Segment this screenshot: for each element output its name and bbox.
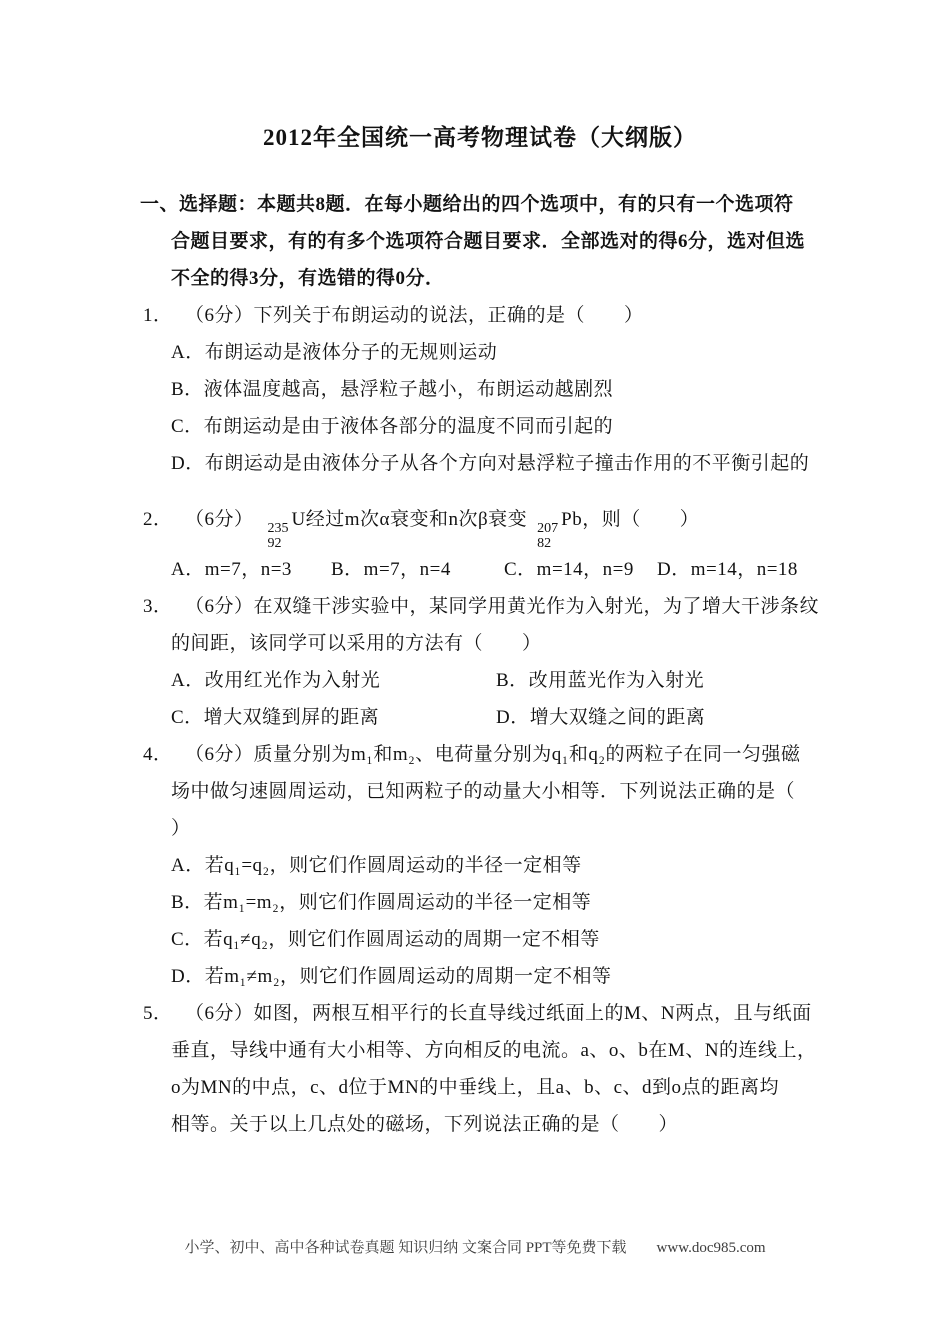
question-stem-text: （6分）下列关于布朗运动的说法，正确的是（ ） xyxy=(185,305,644,326)
page-footer xyxy=(0,1236,950,1257)
question-number: 4． xyxy=(143,744,173,765)
section-heading-line: 一、选择题：本题共8题．在每小题给出的四个选项中，有的只有一个选项符 xyxy=(140,194,794,215)
question-stem-text: ，则（ ） xyxy=(582,509,700,530)
option-c: C．布朗运动是由于液体各部分的温度不同而引起的 xyxy=(171,416,614,437)
mass-number: 207 xyxy=(537,521,559,536)
question-points: （6分） xyxy=(185,509,254,530)
mass-number: 235 xyxy=(267,521,289,536)
isotope-uranium xyxy=(268,521,289,551)
option-a: A．m=7，n=3 xyxy=(171,559,292,580)
question-number: 5． xyxy=(143,1003,173,1024)
question-stem xyxy=(140,736,820,773)
question-number: 2． xyxy=(143,509,173,530)
question-stem-continued: 垂直，导线中通有大小相等、方向相反的电流。a、o、b在M、N的连线上， xyxy=(171,1040,817,1061)
options-row xyxy=(140,551,820,588)
atomic-number: 82 xyxy=(537,536,552,551)
options-row xyxy=(140,699,820,736)
page-title: 2012年全国统一高考物理试卷（大纲版） xyxy=(263,125,697,150)
question-number: 1． xyxy=(143,305,173,326)
option-b: B．液体温度越高，悬浮粒子越小，布朗运动越剧烈 xyxy=(171,379,614,400)
option-d: D．布朗运动是由液体分子从各个方向对悬浮粒子撞击作用的不平衡引起的 xyxy=(171,453,810,474)
question-5 xyxy=(140,995,820,1143)
options-row xyxy=(140,662,820,699)
option-b: B．改用蓝光作为入射光 xyxy=(496,670,705,691)
question-3 xyxy=(140,588,820,736)
option-d: D．增大双缝之间的距离 xyxy=(496,707,706,728)
option-c: C．m=14，n=9 xyxy=(504,559,634,580)
element-symbol: U xyxy=(291,509,306,530)
question-stem xyxy=(140,995,820,1032)
question-4 xyxy=(140,736,820,995)
question-stem-continued: 相等。关于以上几点处的磁场，下列说法正确的是（ ） xyxy=(171,1114,679,1135)
footer-site-url: www.doc985.com xyxy=(656,1240,766,1256)
question-stem xyxy=(140,297,820,334)
option-a: A．若q₁=q₂，则它们作圆周运动的半径一定相等 xyxy=(171,855,582,876)
question-number: 3． xyxy=(143,596,173,617)
question-stem-text: （6分）质量分别为m₁和m₂、电荷量分别为q₁和q₂的两粒子在同一匀强磁 xyxy=(185,744,801,765)
section-heading-line: 不全的得3分，有选错的得0分． xyxy=(171,268,445,289)
isotope-lead xyxy=(537,521,558,551)
option-c: C．若q₁≠q₂，则它们作圆周运动的周期一定不相等 xyxy=(171,929,600,950)
option-d: D．m=14，n=18 xyxy=(657,559,798,580)
footer-text: 小学、初中、高中各种试卷真题 知识归纳 文案合同 PPT等免费下载 xyxy=(184,1240,627,1256)
atomic-number: 92 xyxy=(267,536,282,551)
option-b: B．若m₁=m₂，则它们作圆周运动的半径一定相等 xyxy=(171,892,592,913)
question-stem-continued: 场中做匀速圆周运动，已知两粒子的动量大小相等．下列说法正确的是（ xyxy=(171,781,796,802)
question-stem-text: （6分）在双缝干涉实验中，某同学用黄光作为入射光，为了增大干涉条纹 xyxy=(185,596,820,617)
option-d: D．若m₁≠m₂，则它们作圆周运动的周期一定不相等 xyxy=(171,966,612,987)
option-a: A．改用红光作为入射光 xyxy=(171,670,381,691)
option-b: B．m=7，n=4 xyxy=(331,559,451,580)
question-1 xyxy=(140,297,820,482)
option-a: A．布朗运动是液体分子的无规则运动 xyxy=(171,342,498,363)
element-symbol: Pb xyxy=(561,509,583,530)
question-2 xyxy=(140,482,820,588)
question-stem-continued: ） xyxy=(171,818,191,839)
question-stem xyxy=(140,482,820,551)
question-stem-continued: 的间距，该同学可以采用的方法有（ ） xyxy=(171,633,542,654)
section-heading-line: 合题目要求，有的有多个选项符合题目要求．全部选对的得6分，选对但选 xyxy=(171,231,806,252)
question-stem-continued: o为MN的中点，c、d位于MN的中垂线上，且a、b、c、d到o点的距离均 xyxy=(171,1077,780,1098)
question-stem-text: （6分）如图，两根互相平行的长直导线过纸面上的M、N两点，且与纸面 xyxy=(185,1003,812,1024)
option-c: C．增大双缝到屏的距离 xyxy=(171,707,380,728)
question-stem xyxy=(140,588,820,625)
question-stem-text: 经过m次α衰变和n次β衰变 xyxy=(305,509,528,530)
section-heading xyxy=(140,186,820,297)
